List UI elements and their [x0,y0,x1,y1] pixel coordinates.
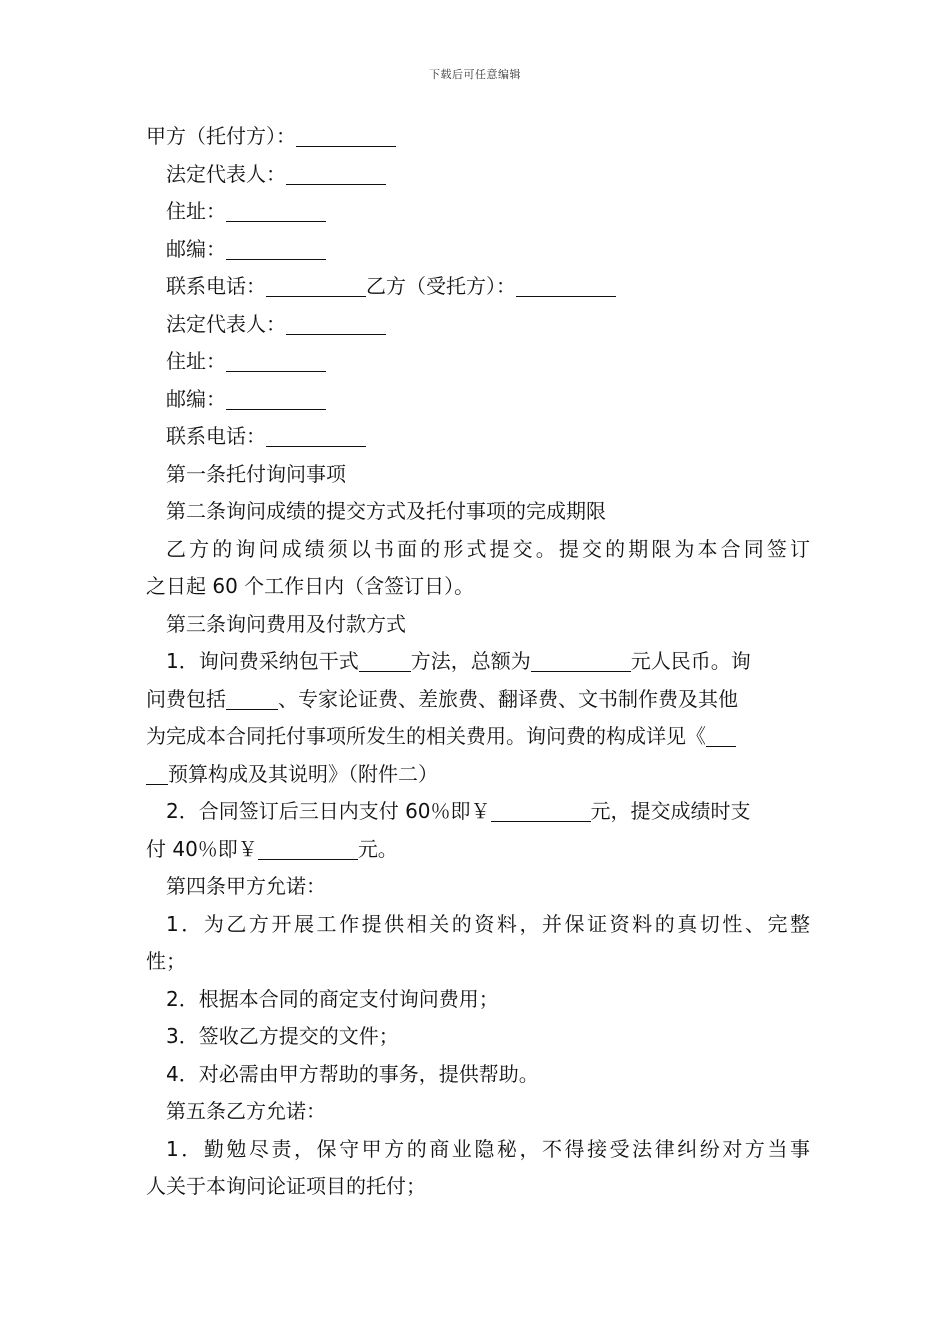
page-header: 下载后可任意编辑 [429,68,521,81]
party-a-postcode-blank[interactable] [226,237,326,260]
party-a-postcode-line [146,231,810,269]
article-3-item2-text-d: 元。 [357,836,398,861]
article-3-item2-text-a: 2．合同签订后三日内支付 60％即￥ [166,799,491,823]
first-payment-blank[interactable] [491,799,591,822]
article-4-item1-line1: 1．为乙方开展工作提供相关的资料，并保证资料的真切性、完整 [166,911,810,936]
party-a-rep-line [146,156,810,194]
party-a-phone-blank[interactable] [266,274,366,297]
party-b-postcode-label: 邮编： [166,386,226,411]
article-2-title: 第二条询问成绩的提交方式及托付事项的完成期限 [166,499,606,523]
party-b-blank[interactable] [516,274,616,297]
article-3-item1-text-c: 元人民币。询 [630,649,751,673]
party-b-rep-blank[interactable] [286,312,386,335]
budget-name-blank-a[interactable] [706,724,736,747]
party-b-rep-line [146,306,810,344]
article-3-item1-text-f: 为完成本合同托付事项所发生的相关费用。询问费的构成详见《 [146,724,706,748]
method-blank[interactable] [359,649,411,672]
party-b-address-label: 住址： [166,349,226,373]
party-a-rep-blank[interactable] [286,162,386,185]
party-a-label: 甲方（托付方）： [146,124,296,148]
party-b-postcode-blank[interactable] [226,387,326,410]
article-4-item2: 2．根据本合同的商定支付询问费用； [166,986,499,1011]
article-3-item1-line2 [146,681,810,719]
article-1-title: 第一条托付询问事项 [166,461,346,486]
article-3-item1-line4 [146,756,810,794]
party-b-address-blank[interactable] [226,349,326,372]
party-b-label: 乙方（受托方）： [366,274,516,298]
party-b-phone-label: 联系电话： [166,424,266,448]
article-3-item2-text-c: 付 40％即￥ [146,836,258,861]
article-3-title: 第三条询问费用及付款方式 [166,611,406,636]
article-3-item1-text-b: 方法，总额为 [410,649,531,673]
party-a-rep-label: 法定代表人： [166,161,286,186]
article-3-item2-line1 [146,793,810,831]
party-a-address-label: 住址： [166,199,226,223]
budget-name-blank-b[interactable] [146,762,168,785]
article-4-item1-line2: 性； [146,949,186,973]
party-a-postcode-label: 邮编： [166,236,226,261]
party-a-phone-line [146,268,810,306]
article-3-item1-line1 [146,643,810,681]
party-b-rep-label: 法定代表人： [166,311,286,336]
party-a-address-line [146,193,810,231]
party-b-postcode-line [146,381,810,419]
article-3-item2-text-b: 元，提交成绩时支 [590,799,751,823]
article-3-item1-text-d: 问费包括 [146,686,226,711]
article-5-item1-line1: 1．勤勉尽责，保守甲方的商业隐秘，不得接受法律纠纷对方当事 [166,1136,810,1161]
article-3-item1-text-a: 1．询问费采纳包干式 [166,649,359,673]
article-4-title: 第四条甲方允诺： [166,874,326,898]
article-5-title: 第五条乙方允诺： [166,1099,326,1123]
party-a-line [146,118,810,156]
fee-includes-blank[interactable] [226,687,278,710]
article-3-item1-text-g: 预算构成及其说明》（附件二） [168,761,438,786]
party-a-blank[interactable] [296,124,396,147]
contract-body [146,118,810,1206]
party-b-address-line [146,343,810,381]
article-3-item1-text-e: 、专家论证费、差旅费、翻译费、文书制作费及其他 [278,686,738,711]
article-4-item3: 3．签收乙方提交的文件； [166,1024,399,1048]
party-b-phone-blank[interactable] [266,424,366,447]
article-2-text-line2: 之日起 60 个工作日内（含签订日）。 [146,574,475,598]
party-b-phone-line [146,418,810,456]
article-3-item1-line3 [146,718,810,756]
article-2-text-line1: 乙方的询问成绩须以书面的形式提交。提交的期限为本合同签订 [166,536,810,561]
party-a-address-blank[interactable] [226,199,326,222]
total-amount-blank[interactable] [531,649,631,672]
article-5-item1-line2: 人关于本询问论证项目的托付； [146,1174,426,1198]
article-4-item4: 4．对必需由甲方帮助的事务，提供帮助。 [166,1061,539,1086]
article-3-item2-line2 [146,831,810,869]
second-payment-blank[interactable] [258,837,358,860]
party-a-phone-label: 联系电话： [166,274,266,298]
